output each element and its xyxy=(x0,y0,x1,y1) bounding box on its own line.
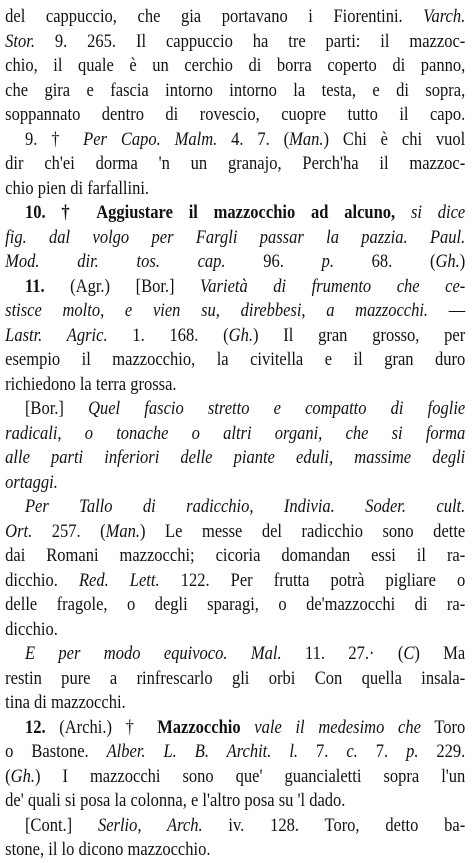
italic-text: fig. dal volgo per Fargli passar la pazzia. Paul. xyxy=(5,226,466,248)
italic-text: Mod. dir. tos. cap. xyxy=(5,251,226,272)
text-line xyxy=(5,667,465,692)
text-line xyxy=(5,275,465,300)
text-segment: ( xyxy=(5,765,11,787)
text-line xyxy=(5,201,465,226)
text-segment: esempio il mazzocchio, la civitella e il gran duro xyxy=(5,349,466,370)
text-segment: (Agr.) [Bor.] xyxy=(44,275,201,297)
text-line xyxy=(5,422,465,447)
text-segment: ) Le messe del radicchio sono dette xyxy=(140,520,466,542)
text-line xyxy=(5,54,465,79)
text-segment: del cappuccio, che gia portavano i Fiorentini. xyxy=(5,6,424,27)
italic-text: Man. xyxy=(105,520,141,542)
italic-text: radicali, o tonache o altri organi, che si forma xyxy=(5,422,466,444)
text-column xyxy=(5,5,465,863)
italic-text: Lastr. Agric. xyxy=(5,324,108,346)
text-line xyxy=(5,103,465,128)
text-segment: delle fragole, o degli sparagi, o de'mazzocchi di ra- xyxy=(5,594,466,615)
text-segment: stone, il lo dicono mazzocchio. xyxy=(5,839,211,860)
text-segment: richiedono la terra grossa. xyxy=(5,373,177,395)
italic-text: Per Capo. Malm. xyxy=(83,128,218,150)
bold-text: Mazzocchio xyxy=(157,716,241,738)
text-line xyxy=(5,814,465,839)
text-line xyxy=(5,373,465,398)
text-line xyxy=(5,226,465,251)
text-line xyxy=(5,348,465,373)
text-line xyxy=(5,569,465,594)
italic-text: vale il medesimo che xyxy=(240,716,421,738)
text-segment: soppannato dentro di rovescio, cuopre tutto il capo. xyxy=(5,104,466,125)
text-segment: 68. ( xyxy=(333,251,436,272)
text-line xyxy=(5,593,465,618)
text-segment: 7. xyxy=(298,741,347,762)
text-segment: ) Il gran grosso, per xyxy=(252,324,466,346)
text-segment: de' quali si posa la colonna, e l'altro posa su 'l dado. xyxy=(5,790,346,811)
italic-text: Alber. L. B. Archit. l. xyxy=(106,741,299,762)
text-segment: — xyxy=(428,300,466,321)
italic-text: E per modo equivoco. Mal. xyxy=(24,643,282,664)
text-segment: iv. 128. Toro, detto ba- xyxy=(202,814,466,836)
text-line xyxy=(5,397,465,422)
text-line xyxy=(5,5,465,30)
text-line xyxy=(5,250,465,275)
italic-text: p. xyxy=(321,251,334,272)
text-segment: che gira e fascia intorno intorno la testa, e di sopra, xyxy=(5,79,466,101)
text-segment: 229. xyxy=(418,741,466,762)
text-segment: tina di mazzocchi. xyxy=(5,692,126,713)
italic-text: C xyxy=(403,643,415,664)
text-segment: ) xyxy=(459,251,466,272)
text-segment: 9. † xyxy=(24,128,84,150)
text-segment: 4. 7. ( xyxy=(217,128,290,150)
text-segment: Toro xyxy=(420,716,466,738)
text-line xyxy=(5,642,465,667)
italic-text: Ort. xyxy=(5,520,33,542)
text-line xyxy=(5,324,465,349)
text-segment: 122. Per frutta potrà pigliare o xyxy=(159,569,466,591)
text-line xyxy=(5,716,465,741)
text-segment: 257. ( xyxy=(32,520,106,542)
italic-text: Gh. xyxy=(10,765,35,787)
text-line xyxy=(5,152,465,177)
text-segment: dir ch'ei dorma 'n un granajo, Perch'ha il mazzoc- xyxy=(5,153,466,174)
text-segment: 9. 265. Il cappuccio ha tre parti: il mazzoc- xyxy=(34,30,466,52)
text-segment: ) Chi è chi vuol xyxy=(323,128,466,150)
text-segment: restin pure a rinfrescarlo gli orbi Con quella insala- xyxy=(5,667,466,689)
text-line xyxy=(5,446,465,471)
italic-text: stisce molto, e vien su, direbbesi, a mazzocchi. xyxy=(5,300,429,321)
italic-text: Man. xyxy=(289,128,324,150)
text-segment: 96. xyxy=(225,251,322,272)
text-line xyxy=(5,30,465,55)
text-line xyxy=(5,765,465,790)
italic-text: p. xyxy=(406,741,419,762)
italic-text: alle parti inferiori delle piante eduli, massime degli xyxy=(5,447,466,468)
text-line xyxy=(5,544,465,569)
bold-text: 11. xyxy=(24,275,45,297)
text-segment: dai Romani mazzocchi; cicoria domandan essi il ra- xyxy=(5,545,466,566)
text-segment: dicchio. xyxy=(5,618,58,640)
text-segment: dicchio. xyxy=(5,569,79,591)
text-segment: 7. xyxy=(357,741,407,762)
text-line xyxy=(5,299,465,324)
italic-text: Quel fascio stretto e compatto di foglie xyxy=(88,398,466,419)
text-line xyxy=(5,838,465,863)
text-line xyxy=(5,128,465,153)
italic-text: Varch. xyxy=(423,6,466,27)
text-segment: chio, il quale è un cerchio di borra coperto di panno, xyxy=(5,55,466,76)
italic-text: c. xyxy=(346,741,358,762)
text-segment: [Bor.] xyxy=(24,398,89,419)
text-segment: (Archi.) † xyxy=(45,716,158,738)
text-line xyxy=(5,691,465,716)
italic-text: ortaggi. xyxy=(5,471,58,493)
italic-text: si dice xyxy=(395,202,466,223)
bold-text: 10. † Aggiustare il mazzocchio ad alcuno, xyxy=(24,202,396,223)
italic-text: Serlio, Arch. xyxy=(97,814,203,836)
text-line xyxy=(5,471,465,496)
text-segment: [Cont.] xyxy=(24,814,98,836)
text-segment: o Bastone. xyxy=(5,741,107,762)
italic-text: Red. Lett. xyxy=(78,569,160,591)
text-line xyxy=(5,789,465,814)
italic-text: Per Tallo di radicchio, Indivia. Soder. cult. xyxy=(24,496,466,517)
text-segment: 11. 27.· ( xyxy=(281,643,404,664)
text-segment: 1. 168. ( xyxy=(107,324,229,346)
text-line xyxy=(5,79,465,104)
text-segment: ) Ma xyxy=(414,643,466,664)
text-segment: ) I mazzocchi sono que' guancialetti sopra l'un xyxy=(34,765,466,787)
italic-text: Stor. xyxy=(5,30,35,52)
italic-text: Gh. xyxy=(435,251,460,272)
bold-text: 12. xyxy=(24,716,46,738)
text-line xyxy=(5,495,465,520)
italic-text: Varietà di frumento che ce- xyxy=(200,275,466,297)
text-line xyxy=(5,177,465,202)
italic-text: Gh. xyxy=(228,324,253,346)
text-line xyxy=(5,520,465,545)
text-line xyxy=(5,618,465,643)
text-segment: chio pien di farfallini. xyxy=(5,177,150,199)
